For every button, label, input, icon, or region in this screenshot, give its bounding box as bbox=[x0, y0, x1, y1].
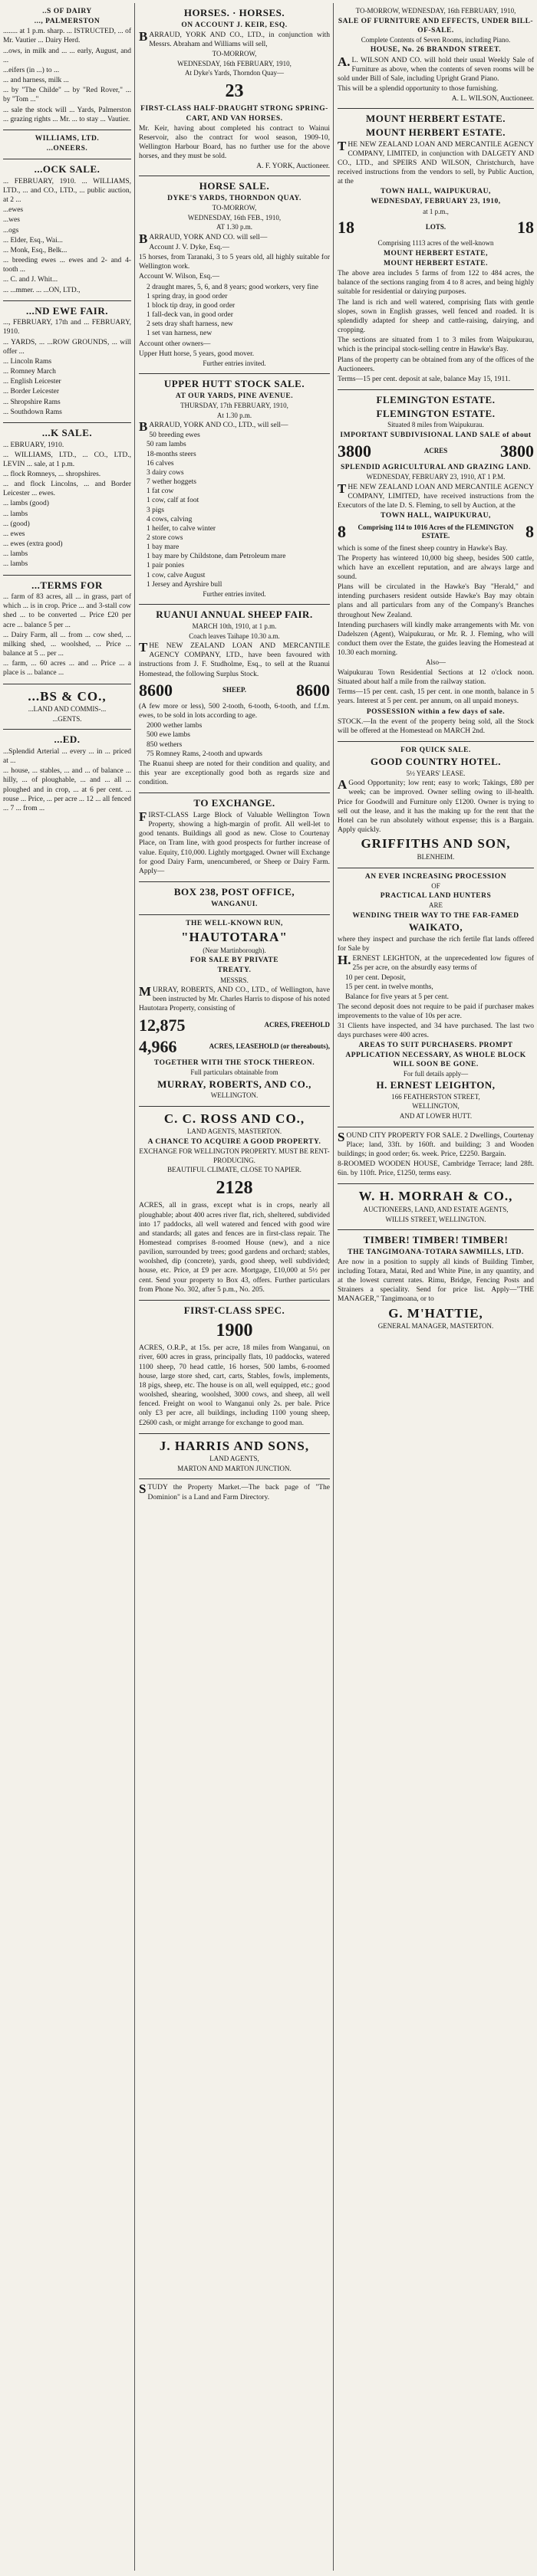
ad-venue: TOWN HALL, WAIPUKURAU, bbox=[381, 512, 491, 520]
ad-text: ACRES, O.R.P., at 15s. per acre, 18 miles from Wanganui, on river, 600 acres in grass, principally flats, 10 paddocks, watered 1100 sheep, 70 head cattle, 16 horses, 500 lambs, 6-roomed house, large store shed, cart, carts, Stables, fowls, implements, 18 pigs, sheep, etc. The house is on all, well equipped, etc.; good woolshed, shearing, woolshed, 3000 cows, and sheep, all well fenced. Freight on wool to Wanganui only 2s. per bale. Price only £3 per acre, all buildings, including 1100 young sheep, £2600 cash, or might arrange for exchange to good man. bbox=[139, 1344, 330, 1427]
list-item: 50 breeding ewes bbox=[149, 432, 200, 440]
list-item: 500 ewe lambs bbox=[147, 731, 190, 740]
ad-text: ... WILLIAMS, LTD., ... CO., LTD., LEVIN ... sale, at 1 p.m. bbox=[3, 451, 131, 468]
list-item: 1 pair ponies bbox=[147, 562, 185, 570]
ad-heading: ...BS & CO., bbox=[28, 688, 107, 704]
ad-text: Coach leaves Taihape 10.30 a.m. bbox=[189, 632, 280, 640]
list-item: 1 spring dray, in good order bbox=[147, 292, 228, 300]
ad-number-row bbox=[139, 1036, 330, 1058]
ad-text: ...ewes bbox=[3, 206, 24, 215]
list-item: 1 bay mare by Childstone, dam Petroleum mare bbox=[147, 553, 286, 561]
ad-text: ...ows, in milk and ... ... early, August, and ... bbox=[3, 47, 131, 64]
ad-subheading: MOUNT HERBERT ESTATE. bbox=[384, 259, 488, 267]
ad-heading: FLEMINGTON ESTATE. bbox=[376, 407, 496, 419]
ad-subheading: FIRST-CLASS HALF-DRAUGHT STRONG SPRING-CART, AND VAN HORSES. bbox=[140, 105, 328, 123]
ad-text: The Ruanui sheep are noted for their condition and quality, and this year are exceptionally good both as regards size and condition. bbox=[139, 760, 330, 787]
ad-text: (A few more or less), 500 2-tooth, 6-tooth, 6-tooth, and f.f.m. ewes, to be sold in lots according to age. bbox=[139, 702, 330, 720]
ad-subheading: TREATY. bbox=[217, 966, 252, 975]
ad-address: AND AT LOWER HUTT. bbox=[399, 1112, 473, 1120]
ad-text: 15 horses, from Taranaki, 3 to 5 years old, all highly suitable for Wellington work. bbox=[139, 254, 330, 271]
ad-text: ... and harness, milk ... bbox=[3, 77, 69, 85]
ad-time: At 1.30 p.m. bbox=[216, 411, 252, 419]
ad-firm-name: H. ERNEST LEIGHTON, bbox=[376, 1079, 496, 1091]
ad-heading: ...TERMS FOR bbox=[31, 579, 103, 591]
ad-text: H.ERNEST LEIGHTON, at the unprecedented low figures of 25s per acre, on the absurdly easy terms of bbox=[338, 952, 534, 973]
ad-text: ... Monk, Esq., Belk... bbox=[3, 246, 68, 254]
list-item: 2 draught mares, 5, 6, and 8 years; good workers, very fine bbox=[147, 283, 318, 291]
ad-text: For full details apply— bbox=[403, 1069, 469, 1078]
ad-text: THE NEW ZEALAND LOAN AND MERCANTILE AGENCY COMPANY, LIMITED, have received instructions from the Executors of the late D. S. Fleming, to sell by Auction, at the bbox=[338, 481, 534, 510]
ad-big-number: 8 bbox=[338, 522, 346, 542]
list-item: 2000 wether lambs bbox=[147, 722, 203, 730]
ad-text: The sections are situated from 1 to 3 miles from Waipukurau, which is the principal stock-selling centre in Hawke's Bay. bbox=[338, 336, 534, 354]
ad-study-property-market bbox=[139, 1479, 330, 1507]
list-item: 15 per cent. in twelve months, bbox=[345, 983, 433, 992]
ad-subheading: AUCTIONEERS, LAND, AND ESTATE AGENTS, bbox=[363, 1206, 509, 1214]
ad-text: SOUND CITY PROPERTY FOR SALE. 2 Dwellings, Courtenay Place; land, 33ft. by 160ft. and building; 3 and Wooden buildings; in good order; 6s. week. Price, £2250. Bargain. bbox=[338, 1129, 534, 1158]
ad-signature: A. L. WILSON, Auctioneer. bbox=[451, 95, 534, 103]
ad-subheading: Comprising 114 to 1016 Acres of the FLEMINGTON ESTATE. bbox=[357, 523, 514, 540]
list-item: 1 heifer, to calve winter bbox=[147, 524, 216, 533]
list-item: 1 set van harness, new bbox=[147, 330, 212, 338]
ad-text: MURRAY, ROBERTS, AND CO., LTD., of Wellington, have been instructed by Mr. Charles Harris to dispose of his noted Hautotara Property, consisting of bbox=[139, 984, 330, 1013]
ad-text: Plans will be circulated in the Hawke's Bay "Herald," and intending purchasers resident outside Hawke's Bay may obtain plans and all particulars from any of the Company's Branches throughout New Zealand. bbox=[338, 583, 534, 619]
ad-to-exchange bbox=[139, 793, 330, 882]
ad-subheading: POSSESSION within a few days of sale. bbox=[366, 707, 506, 716]
ad-hautotara-run bbox=[139, 915, 330, 1107]
ad-big-number: 18 bbox=[516, 218, 534, 238]
ad-heading: OF bbox=[431, 881, 440, 890]
ad-big-number: 8 bbox=[525, 522, 534, 542]
ad-morrah-and-co bbox=[338, 1184, 534, 1230]
ad-subheading: EXCHANGE FOR WELLINGTON PROPERTY. MUST BE RENT-PRODUCING. bbox=[139, 1147, 330, 1164]
list-item: 2 store cows bbox=[147, 534, 183, 543]
ad-heading: ..S OF DAIRY bbox=[42, 8, 92, 15]
ad-text: Comprising 1113 acres of the well-known bbox=[377, 239, 494, 248]
ad-text: Account W. Wilson, Esq.— bbox=[139, 273, 219, 281]
ad-subheading: ACRES bbox=[423, 447, 448, 455]
ad-number-row bbox=[338, 217, 534, 238]
ad-text: ... ewes (extra good) bbox=[3, 540, 63, 549]
ad-text: ... lambs bbox=[3, 550, 28, 559]
ad-ruanui-sheep-fair bbox=[139, 605, 330, 793]
ad-text: ACRES, LEASEHOLD (or thereabouts), bbox=[209, 1042, 330, 1050]
ad-text: Are now in a position to supply all kinds of Building Timber, including Totara, Matai, Red and White Pine, in any quantity, and at the lowest current rates. Rimu, Bridge, Fencing Posts and Strainers a speciality. Send for price list. Apply—"THE MANAGER," Tangimoana, or to bbox=[338, 1258, 534, 1304]
ad-big-number: 4,966 bbox=[139, 1036, 177, 1056]
ad-text: Intending purchasers will kindly make arrangements with Mr. von Dadelszen (Agent), Waipukurau, or Mr. R. J. Fleming, who will conduct them over the Estate, the guides leaving the Homestead at 10.30 each morning. bbox=[338, 621, 534, 658]
ad-text: The Property has wintered 10,000 big sheep, besides 500 cattle, which have an excellent reputation, and are always large and sound. bbox=[338, 554, 534, 581]
ad-text: ........ at 1 p.m. sharp. ... ISTRUCTED, ... of Mr. Vautier ... Dairy Herd. bbox=[3, 28, 131, 45]
ad-big-number: 23 bbox=[225, 80, 244, 101]
ad-text: ACRES, FREEHOLD bbox=[264, 1020, 330, 1029]
ad-heading: MOUNT HERBERT ESTATE. bbox=[365, 126, 506, 138]
ad-heading: MOUNT HERBERT ESTATE. bbox=[365, 113, 506, 125]
ad-big-number: 2128 bbox=[216, 1177, 253, 1198]
column-left bbox=[0, 3, 135, 2571]
ad-text: Further entries invited. bbox=[203, 359, 266, 367]
ad-date: THURSDAY, 17th FEBRUARY, 1910, bbox=[180, 402, 288, 410]
ad-timber-sawmills bbox=[338, 1230, 534, 1337]
ad-list bbox=[147, 283, 330, 339]
ad-text: ... Elder, Esq., Wai... bbox=[3, 236, 63, 244]
ad-text: BARRAUD, YORK AND CO., LTD., will sell— bbox=[139, 419, 288, 435]
list-item: 7 wether hoggets bbox=[147, 478, 196, 487]
ad-text: ...eifers (in ...) to ... bbox=[3, 66, 60, 74]
ad-flemington-estate bbox=[338, 390, 534, 742]
ad-text: ... (good) bbox=[3, 520, 30, 528]
list-item: 850 wethers bbox=[147, 740, 183, 749]
ad-text: ... lambs bbox=[3, 560, 28, 569]
ad-text: ...wes bbox=[3, 216, 20, 225]
ad-text: Terms—15 per cent. cash, 15 per cent. in one month, balance in 5 years. Interest at 5 per cent. per annum, on all unpaid moneys. bbox=[338, 688, 534, 706]
ad-text: ... Shropshire Rams bbox=[3, 398, 61, 406]
list-item: 50 ram lambs bbox=[147, 441, 186, 449]
ad-firm-name: G. M'HATTIE, bbox=[388, 1305, 483, 1321]
ad-firm-name: MURRAY, ROBERTS, AND CO., bbox=[157, 1078, 311, 1090]
ad-farms-terms bbox=[3, 576, 131, 684]
ad-text: ... lambs bbox=[3, 510, 28, 518]
ad-city: BLENHEIM. bbox=[417, 853, 455, 861]
ad-number-row bbox=[139, 680, 330, 701]
column-middle bbox=[136, 3, 334, 2571]
list-item: 16 calves bbox=[147, 459, 174, 468]
ad-date: TO-MORROW, WEDNESDAY, 16th FEBRUARY, 1910, bbox=[355, 7, 516, 15]
ad-subheading: TOGETHER WITH THE STOCK THEREON. bbox=[153, 1058, 315, 1067]
ad-heading: ...ND EWE FAIR. bbox=[26, 304, 108, 317]
list-item: 1 bay mare bbox=[147, 543, 180, 552]
ad-text: The land is rich and well watered, comprising flats with gentle slopes, sown in English grasses, well fenced and roaded. It is splendidly adapted for sheep and cattle-raising, dairying, and cropping. bbox=[338, 298, 534, 335]
ad-text: 8-ROOMED WOODEN HOUSE, Cambridge Terrace; land 28ft. 6in. by 110ft. Price, £1250, terms easy. bbox=[338, 1160, 534, 1178]
list-item: 1 fall-deck van, in good order bbox=[147, 311, 233, 320]
ad-box-238 bbox=[139, 882, 330, 915]
ad-text: MESSRS. bbox=[220, 976, 249, 984]
ad-williams-signature bbox=[3, 130, 131, 159]
ad-text: ... ...mmer. ... ...ON, LTD., bbox=[3, 286, 81, 294]
ad-text: ... Southdown Rams bbox=[3, 408, 62, 416]
ad-horse-sale-dykes bbox=[139, 176, 330, 374]
column-right bbox=[334, 3, 537, 2571]
ad-subheading: FOR SALE BY PRIVATE bbox=[189, 957, 279, 965]
list-item: 18-months steers bbox=[147, 450, 196, 458]
ad-heading: "HAUTOTARA" bbox=[181, 929, 288, 944]
ad-heading: ...K SALE. bbox=[41, 426, 93, 438]
ad-text: ...LAND AND COMMIS-... bbox=[28, 705, 107, 714]
ad-text: Upper Hutt horse, 5 years, good mover. bbox=[139, 349, 255, 358]
ad-big-number: 18 bbox=[338, 218, 354, 238]
ad-text: Terms—15 per cent. deposit at sale, balance May 15, 1911. bbox=[338, 375, 511, 383]
ad-heading: HORSE SALE. bbox=[199, 180, 270, 192]
ad-text: Full particulars obtainable from bbox=[190, 1068, 278, 1076]
ad-dairy-herd-sale bbox=[3, 3, 131, 130]
list-item: Balance for five years at 5 per cent. bbox=[345, 993, 450, 1001]
ad-subheading: WANGANUI. bbox=[211, 900, 258, 908]
ad-date: WEDNESDAY, FEBRUARY 23, 1910, AT 1 P.M. bbox=[366, 473, 506, 481]
ad-subheading: MARTON AND MARTON JUNCTION. bbox=[177, 1464, 292, 1472]
ad-text: ... farm of 83 acres, all ... in grass, part of which ... is in crop. Price ... and 3-stall cow shed ... to be converted ... Price £20 per acre ... balance 5 per ... bbox=[3, 593, 131, 629]
ad-subheading: Situated 8 miles from Waipukurau. bbox=[387, 421, 484, 429]
ad-heading: BOX 238, POST OFFICE, bbox=[173, 886, 295, 898]
ad-text: ... farm, ... 60 acres ... and ... Price ... a place is ... balance ... bbox=[3, 660, 131, 678]
ad-big-number: 8600 bbox=[139, 680, 173, 700]
ad-heading: WENDING THEIR WAY TO THE FAR-FAMED bbox=[352, 911, 519, 920]
ad-heading: ...OCK SALE. bbox=[34, 163, 100, 176]
ad-heading: TO EXCHANGE. bbox=[193, 797, 275, 809]
ad-list bbox=[147, 721, 330, 759]
ad-subheading: SPLENDID AGRICULTURAL AND GRAZING LAND. bbox=[341, 464, 531, 472]
ad-subheading: GENERAL MANAGER, MASTERTON. bbox=[377, 1322, 494, 1331]
ad-furniture-sale bbox=[338, 3, 534, 109]
ad-stock-sale bbox=[3, 159, 131, 301]
ad-big-number: 12,875 bbox=[139, 1015, 186, 1035]
ad-subheading: AREAS TO SUIT PURCHASERS. PROMPT APPLICATION NECESSARY, AS WHOLE BLOCK WILL SOON BE GONE. bbox=[345, 1042, 526, 1068]
ad-text: ... Border Leicester bbox=[3, 388, 60, 396]
ad-date: WEDNESDAY, FEBRUARY 23, 1910, bbox=[371, 198, 501, 206]
ad-keir-horses bbox=[139, 3, 330, 176]
ad-heading: C. C. ROSS AND CO., bbox=[163, 1111, 305, 1126]
ad-firm-name: GRIFFITHS AND SON, bbox=[361, 836, 511, 852]
ad-wanted bbox=[3, 730, 131, 819]
ad-heading: WILLIAMS, LTD. bbox=[35, 134, 100, 143]
ad-heading: WAIKATO, bbox=[408, 921, 463, 934]
ad-text: Account J. V. Dyke, Esq.— bbox=[149, 243, 230, 251]
ad-number-row bbox=[338, 441, 534, 462]
ad-heading: RUANUI ANNUAL SHEEP FAIR. bbox=[156, 609, 313, 621]
ad-date: TO-MORROW, bbox=[212, 50, 257, 58]
ad-subheading: ON ACCOUNT J. KEIR, ESQ. bbox=[181, 21, 288, 29]
ad-text: THE NEW ZEALAND LOAN AND MERCANTILE AGENCY COMPANY, LIMITED, in conjunction with DALGETY AND CO., LTD., and SPEIRS AND WILSON, Christchurch, have received instructions from the vendors to sell, by Public Auction, at the bbox=[338, 138, 534, 186]
ad-text: ...Splendid Arterial ... every ... in ... priced at ... bbox=[3, 747, 131, 766]
ad-text: ... Dairy Farm, all ... from ... cow shed, ... milking shed, ... woolshed, ... Price ... balance at 5 ... per ... bbox=[3, 631, 131, 658]
ad-text: ..., FEBRUARY, 17th and ... FEBRUARY, 1910. bbox=[3, 319, 131, 336]
ad-text: STUDY the Property Market.—The back page of "The Dominion" is a Land and Farm Directory. bbox=[139, 1482, 330, 1501]
ad-address: 166 FEATHERSTON STREET, bbox=[391, 1092, 480, 1101]
ad-upper-hutt-stock-sale bbox=[139, 374, 330, 605]
ad-heading: FLEMINGTON ESTATE. bbox=[376, 394, 496, 405]
ad-text: ...GENTS. bbox=[52, 714, 82, 723]
ad-text: ... by "The Childe" ... by "Red Rover," ... by "Tom ..." bbox=[3, 87, 131, 104]
ad-text: ... EBRUARY, 1910. bbox=[3, 441, 64, 449]
list-item: 1 fat cow bbox=[147, 487, 174, 496]
ad-date: WEDNESDAY, 16th FEB., 1910, bbox=[187, 213, 282, 222]
ad-text: BARRAUD, YORK AND CO. will sell— bbox=[139, 231, 268, 246]
ad-sound-city-property bbox=[338, 1127, 534, 1185]
ad-text: FIRST-CLASS Large Block of Valuable Wellington Town Property, showing a high-margin of profit. All well-let to good tenants. Buildings all good as new. Close to Courtenay Place, on Tram line, with good prospects for further increase of value. Equity, £10,000. Lightly mortgaged. Owner will Exchange for good Dairy Farm, unencumbered, or Sheep or Dairy Farm. Apply— bbox=[139, 809, 330, 875]
ad-subheading: AT OUR YARDS, PINE AVENUE. bbox=[175, 392, 294, 400]
ad-text: BARRAUD, YORK AND CO., LTD., in conjunction with Messrs. Abraham and Williams will sell, bbox=[139, 28, 330, 48]
ad-waikato-land bbox=[338, 868, 534, 1127]
list-item: 3 dairy cows bbox=[147, 468, 184, 477]
ad-big-number: 8600 bbox=[296, 680, 330, 700]
ad-city: WELLINGTON. bbox=[210, 1091, 259, 1100]
ad-heading: ...ONEERS. bbox=[46, 145, 88, 153]
ad-harris-and-sons bbox=[139, 1434, 330, 1480]
ad-subheading: DYKE'S YARDS, THORNDON QUAY. bbox=[167, 195, 301, 203]
ad-text: ... sale the stock will ... Yards, Palmerston ... grazing rights ... Mr. ... to stay ... Vautier. bbox=[3, 106, 131, 123]
ad-text: Complete Contents of Seven Rooms, including Piano. bbox=[361, 35, 511, 44]
ad-heading: THE WELL-KNOWN RUN, bbox=[186, 919, 283, 927]
ad-heading: HORSES. · HORSES. bbox=[183, 7, 285, 18]
list-item: 75 Romney Rams, 2-tooth and upwards bbox=[147, 750, 262, 758]
ad-big-number: 3800 bbox=[499, 441, 534, 461]
list-item: 4 cows, calving bbox=[147, 515, 193, 523]
ad-text: 31 Clients have inspected, and 34 have purchased. The last two days purchases were 400 acres. bbox=[338, 1022, 534, 1040]
ad-country-hotel bbox=[338, 742, 534, 868]
ad-subheading: LAND AGENTS, bbox=[209, 1455, 259, 1463]
ad-gibbs-signature bbox=[3, 684, 131, 730]
ad-subheading: MOUNT HERBERT ESTATE, bbox=[384, 249, 488, 258]
list-item: 3 pigs bbox=[147, 506, 164, 514]
ad-subheading: (Near Martinborough). bbox=[203, 946, 266, 954]
ad-text: ... breeding ewes ... ewes and 2- and 4-tooth ... bbox=[3, 257, 131, 274]
ad-heading: UPPER HUTT STOCK SALE. bbox=[163, 378, 305, 390]
ad-text: Further entries invited. bbox=[203, 589, 266, 598]
ad-subheading: IMPORTANT SUBDIVISIONAL LAND SALE of about bbox=[340, 431, 532, 439]
ad-text: ... YARDS, ... ...ROW GROUNDS, ... will offer ... bbox=[3, 338, 131, 356]
ad-text: STOCK.—In the event of the property being sold, all the Stock will be offered at the Homestead on MARCH 2nd. bbox=[338, 717, 534, 735]
ad-list bbox=[345, 973, 534, 1001]
ad-text: The above area includes 5 farms of from 122 to 484 acres, the balance of the sections ranging from 4 to 8 acres, and being highly suitable for residential or dairying purposes. bbox=[338, 270, 534, 297]
ad-subheading: LOTS. bbox=[425, 223, 446, 231]
ad-subheading: BEAUTIFUL CLIMATE, CLOSE TO NAPIER. bbox=[167, 1166, 301, 1174]
ad-text: Account other owners— bbox=[139, 340, 211, 348]
ad-number-row bbox=[338, 521, 534, 543]
ad-text: ... Romney March bbox=[3, 368, 56, 376]
ad-text: A.L. WILSON AND CO. will hold their usual Weekly Sale of Furniture as above, when the contents of seven rooms will be sold under Bill of Sale, including Upright Grand Piano. bbox=[338, 54, 534, 83]
list-item: 1 block tip dray, in good order bbox=[147, 301, 236, 310]
ad-ross-and-co bbox=[139, 1107, 330, 1301]
ad-first-class-spec bbox=[139, 1301, 330, 1434]
ad-address: WELLINGTON, bbox=[412, 1102, 460, 1111]
ad-heading: ..., PALMERSTON bbox=[34, 18, 100, 26]
ad-venue: At Dyke's Yards, Thorndon Quay— bbox=[185, 69, 284, 77]
list-item: 2 sets dray shaft harness, new bbox=[147, 320, 233, 329]
ad-venue: TOWN HALL, WAIPUKURAU, bbox=[381, 188, 491, 196]
ad-text: THE NEW ZEALAND LOAN AND MERCANTILE AGENCY COMPANY, LTD., have been favoured with instructions from J. F. Studholme, Esq., to sell at the Ruanui Homestead, the following Surplus Stock. bbox=[139, 640, 330, 678]
ad-text: AGood Opportunity; low rent; easy to work; Takings, £80 per week; can be improved. Owner selling owing to ill-health. Price for Goodwill and Furniture only £1200. Owner is trying to sell out the lease, and it has the making up for the rent that the Hotel can be run absolutely without expense; this is a Bargain. Apply quickly. bbox=[338, 777, 534, 835]
ad-mount-herbert-estate bbox=[338, 109, 534, 390]
ad-big-number: 1900 bbox=[216, 1320, 253, 1341]
ad-ram-and-ewe-fair bbox=[3, 301, 131, 423]
ad-big-number: 3800 bbox=[338, 441, 371, 461]
ad-heading: PRACTICAL LAND HUNTERS bbox=[380, 892, 492, 901]
ad-heading: ARE bbox=[429, 901, 443, 910]
ad-text: which is some of the finest sheep country in Hawke's Bay. bbox=[338, 544, 508, 553]
ad-text: ... flock Romneys, ... shropshires. bbox=[3, 470, 101, 478]
ad-heading: ...ED. bbox=[54, 733, 81, 746]
ad-subheading: 5½ YEARS' LEASE. bbox=[406, 769, 466, 777]
ad-text: ... FEBRUARY, 1910. ... WILLIAMS, LTD., ... and CO., LTD., ... public auction, at 2 ... bbox=[3, 177, 131, 205]
ad-heading: SALE OF FURNITURE AND EFFECTS, UNDER BILL-OF-SALE. bbox=[338, 17, 534, 34]
ad-time: AT 1.30 p.m. bbox=[216, 223, 253, 231]
ad-text: ... ewes bbox=[3, 530, 25, 538]
ad-subheading: SHEEP. bbox=[222, 686, 246, 694]
ad-date: TO-MORROW, bbox=[212, 204, 257, 212]
ad-text: Also— bbox=[425, 658, 446, 667]
ad-text: ACRES, all in grass, except what is in crops, nearly all ploughable; about 400 acres river flat, rich, sheltered, subdivided into 17 paddocks, all well watered and fenced with good wire and standards; all gates and fences are in first-class repair. The Homestead comprises 8-roomed House (new), and a nice pavilion, surrounded by trees; good gardens and orchard; stables, woolshed, dip (concrete), yards, good sheep, well subdivided; house, etc. Price, at £9 per acre. Mortgage, £10,000 at 5½ per cent. Send your property to Box 43, offers. Further particulars from Phone No. 302, after 5 p.m., No. 205. bbox=[139, 1202, 330, 1294]
ad-date: WEDNESDAY, 16th FEBRUARY, 1910, bbox=[177, 59, 292, 67]
list-item: 10 per cent. Deposit, bbox=[345, 974, 406, 983]
ad-subheading: A CHANCE TO ACQUIRE A GOOD PROPERTY. bbox=[147, 1137, 321, 1146]
ad-subheading: LAND AGENTS, MASTERTON. bbox=[186, 1127, 282, 1136]
ad-levin-stock-sale bbox=[3, 423, 131, 576]
ad-heading: TIMBER! TIMBER! TIMBER! bbox=[363, 1234, 509, 1246]
ad-text: ... Lincoln Rams bbox=[3, 357, 52, 366]
ad-heading: AN EVER INCREASING PROCESSION bbox=[364, 872, 507, 881]
ad-text: The second deposit does not require to be paid if purchaser makes improvements to the value of 10s per acre. bbox=[338, 1003, 534, 1020]
list-item: 1 Jersey and Ayrshire bull bbox=[147, 580, 222, 589]
ad-subheading: THE TANGIMOANA-TOTARA SAWMILLS, LTD. bbox=[348, 1248, 524, 1256]
ad-text: Mr. Keir, having about completed his contract to Wainui Reservoir, also the contract for wool season, 1909-10, Wellington Harbour Board, has no further use for the above horses, and they must be sold. bbox=[139, 124, 330, 161]
ad-address: WILLIS STREET, WELLINGTON. bbox=[385, 1215, 486, 1223]
ad-number-row bbox=[139, 1015, 330, 1036]
list-item: 1 cow, calf at foot bbox=[147, 497, 199, 505]
ad-text: ... lambs (good) bbox=[3, 500, 49, 508]
ad-heading: W. H. MORRAH & CO., bbox=[358, 1189, 513, 1204]
ad-text: where they inspect and purchase the rich fertile flat lands offered for Sale by bbox=[338, 935, 534, 953]
ad-text: ... C. and J. Whit... bbox=[3, 276, 58, 284]
ad-text: ... house, ... stables, ... and ... of balance ... hilly, ... of ploughable, ... and ... all ... ploughed and in crop, ... at 6 per cent. ... rouse ... Price, ... per acre ... 12 ... all fenced ... 7 ... from ... bbox=[3, 767, 131, 812]
ad-heading: FOR QUICK SALE. bbox=[400, 747, 471, 755]
ad-heading: GOOD COUNTRY HOTEL. bbox=[371, 756, 501, 768]
ad-text: ... and flock Lincolns, ... and Border Leicester ... ewes. bbox=[3, 481, 131, 498]
ad-time: at 1 p.m., bbox=[423, 207, 449, 215]
ad-list bbox=[147, 431, 330, 589]
ad-heading: FIRST-CLASS SPEC. bbox=[183, 1304, 285, 1316]
list-item: 1 cow, calve August bbox=[147, 571, 206, 579]
ad-date: MARCH 10th, 1910, at 1 p.m. bbox=[192, 622, 277, 631]
ad-text: ...ogs bbox=[3, 226, 19, 235]
ad-text: Waipukurau Town Residential Sections at 12 o'clock noon. Situated about half a mile from the railway station. bbox=[338, 668, 534, 687]
ad-text: ... English Leicester bbox=[3, 378, 61, 386]
ad-heading: J. HARRIS AND SONS, bbox=[159, 1438, 310, 1453]
ad-text: Plans of the property can be obtained from any of the offices of the Auctioneers. bbox=[338, 356, 534, 373]
ad-text: This will be a splendid opportunity to those furnishing. bbox=[338, 84, 499, 93]
ad-signature: A. F. YORK, Auctioneer. bbox=[256, 162, 330, 171]
ad-subheading: HOUSE, No. 26 BRANDON STREET. bbox=[370, 46, 502, 54]
